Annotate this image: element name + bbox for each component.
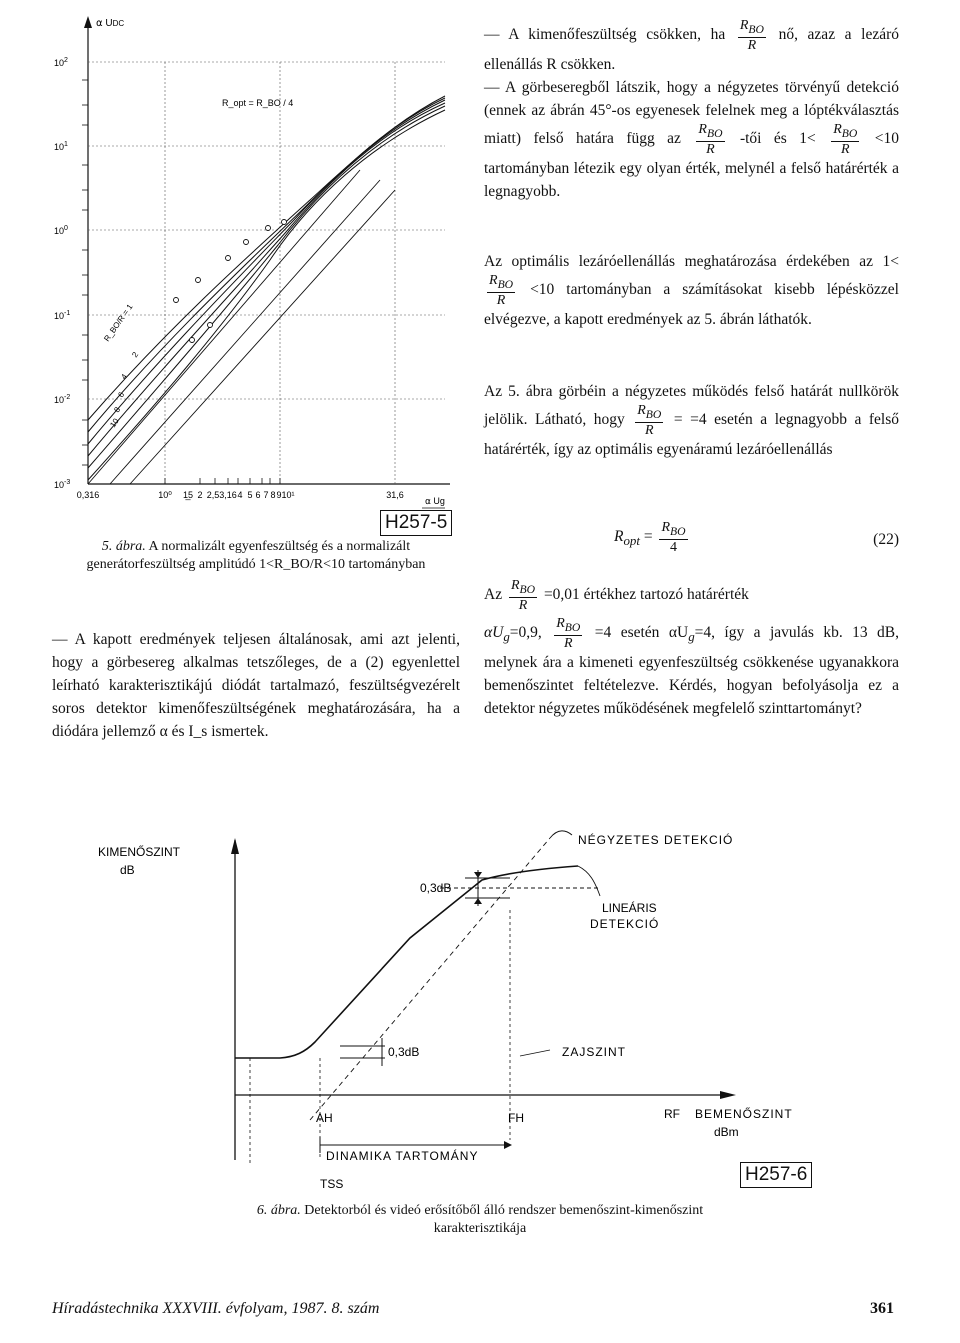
figure-6-caption-text: Detektorból és videó erősítőből álló rendszer bemenőszint-kimenőszint karakterisztikája: [304, 1203, 704, 1236]
left-paragraph: — A kapott eredmények teljesen általánosak, ami azt jelenti, hogy a görbesereg alkalmas tetszőleges, de a (2) egyenlettel leírható karakterisztikájú diódát tartalmazó, feszültségvezérelt soros detektor kimenőfeszültségének meghatározására, ha a diódára jellemző α és I_s ismertek.: [52, 631, 460, 740]
x-tick-label: 10⁰: [158, 490, 172, 500]
equation-number: (22): [873, 531, 899, 548]
ropt-label: R_opt = R_BO / 4: [222, 98, 294, 108]
label-fh: FH: [508, 1111, 524, 1125]
label-linearis-2: DETEKCIÓ: [590, 917, 660, 931]
fraction-rbo-r: $\frac{R_{BO}}{R}$: [739, 18, 764, 53]
right-para-4: Az 5. ábra görbéin a négyzetes működés felső határát nullkörök jelölik. Látható, hogy $\frac{R_{BO}}{R}$ = =4 esetén a legnagyobb a felső határérték, így az optimális egyenáramú lezáróellenállás: [484, 383, 900, 458]
x-tick-label: 0,316: [76, 490, 100, 500]
x-label-line2: dBm: [714, 1125, 739, 1139]
curve-label: 10: [108, 416, 121, 430]
label-negyzetes: NÉGYZETES DETEKCIÓ: [578, 833, 734, 847]
figure-5-caption-text: A normalizált egyenfeszültség és a normalizált generátorfeszültség amplitúdó 1<R_BO/R<10 tartományban: [86, 539, 426, 572]
figure-5-ref-tag: H257-5: [380, 510, 452, 536]
fraction-rbo-r: $\frac{R_{BO}}{R}$: [510, 578, 536, 613]
footer-page-number: 361: [870, 1300, 894, 1317]
y-tick-label: $10^2$: [54, 57, 68, 68]
label-rf: RF: [664, 1107, 680, 1121]
fraction-rbo-4: $\frac{R_{BO}}{4}$: [661, 520, 686, 555]
label-linearis-1: LINEÁRIS: [602, 901, 657, 915]
footer-journal: Híradástechnika XXXVIII. évfolyam, 1987. 8. szám: [52, 1300, 380, 1317]
y-label-line1: KIMENŐSZINT: [98, 845, 181, 859]
x-tick-label: 7: [263, 490, 269, 500]
x-tick-label: 10¹: [281, 490, 295, 500]
x-label-line1: BEMENŐSZINT: [695, 1107, 793, 1121]
x-tick-label: 2,5: [206, 490, 220, 500]
y-label-line2: dB: [120, 863, 135, 877]
label-03db-top: 0,3dB: [420, 881, 452, 895]
curve-label: 6: [116, 390, 127, 400]
curve-label: 8: [112, 405, 123, 415]
right-para-2: — A görbeseregből látszik, hogy a négyzetes törvényű detekció (ennek az ábrán 45°-os egyenesek felelnek meg a lóptékválasztás miatt) felső határa függ az $\frac{R_{BO}}{R}$ -tői és 1< $\frac{R_{BO}}{R}$ <10 tartományban létezik egy olyan érték, melynél a felső határérték a legnagyobb.: [484, 79, 900, 200]
label-ah: AH: [316, 1111, 333, 1125]
fraction-rbo-r: $\frac{R_{BO}}{R}$: [698, 122, 723, 157]
figure-5-caption-number: 5. ábra.: [101, 539, 146, 554]
y-tick-label: $10^{-3}$: [54, 479, 71, 490]
fraction-rbo-r: $\frac{R_{BO}}{R}$: [637, 403, 662, 438]
x-tick-label: 31,6: [386, 490, 404, 500]
figure-5-caption: [52, 538, 460, 574]
y-tick-label: $10^0$: [54, 225, 68, 236]
figure-6-diagram: [80, 820, 840, 1200]
fraction-rbo-r: $\frac{R_{BO}}{R}$: [833, 122, 858, 157]
curve-label: R_BO/R = 1: [102, 302, 135, 344]
x-tick-label: 4: [237, 490, 243, 500]
figure-6-caption-number: 6. ábra.: [256, 1203, 301, 1218]
x-axis-label: ⍺ Ug: [425, 496, 445, 506]
right-para-1: — A kimenőfeszültség csökken, ha $\frac{R_{BO}}{R}$ nő, azaz a lezáró ellenállás R csökken.: [484, 18, 900, 73]
right-para-3: Az optimális lezáróellenállás meghatározása érdekében az 1< $\frac{R_{BO}}{R}$ <10 tartományban a számításokat kisebb lépésközzel elvégezve, a kapott eredmények az 5. ábrán láthatók.: [484, 253, 899, 328]
x-tick-label: 1̲5: [182, 490, 194, 500]
x-tick-label: 8: [270, 490, 276, 500]
equation-22: $R_{opt}$ = $\frac{R_{BO}}{4}$ (22): [614, 520, 899, 555]
label-dinamika: DINAMIKA TARTOMÁNY: [326, 1149, 479, 1163]
label-03db-low: 0,3dB: [388, 1045, 420, 1059]
y-tick-label: $10^{-1}$: [54, 310, 71, 321]
right-para-6: $\alpha U_g=0,9$, $\frac{R_{BO}}{R}$ =4 esetén $\alpha U_g=4$, így a javulás kb. 13 dB, melynek ára a kimeneti egyenfeszültség csökkenése ugyanakkora bemenőszintet feltételezve. Kérdés, hogyan befolyásolja ez a detektor négyzetes működésének megfelelő szinttartományt?: [484, 616, 900, 717]
x-tick-label: 3,16: [219, 490, 237, 500]
y-tick-label: $10^1$: [54, 141, 68, 152]
fraction-rbo-r: $\frac{R_{BO}}{R}$: [556, 616, 581, 651]
x-tick-label: 6: [255, 490, 261, 500]
fraction-rbo-r: $\frac{R_{BO}}{R}$: [489, 273, 514, 308]
figure-5-chart: [50, 10, 460, 510]
x-tick-label: 5: [247, 490, 253, 500]
x-tick-label: 9: [276, 490, 282, 500]
figure-6-ref-tag: H257-6: [740, 1162, 812, 1188]
x-tick-label: 2: [197, 490, 203, 500]
curve-label: 2: [130, 350, 141, 360]
right-para-5: Az $\frac{R_{BO}}{R}$ =0,01 értékhez tartozó határérték: [484, 578, 749, 613]
label-zajszint: ZAJSZINT: [562, 1045, 626, 1059]
y-tick-label: $10^{-2}$: [54, 394, 71, 405]
label-tss: TSS: [320, 1177, 344, 1191]
y-axis-label: ⍺ UDC: [96, 18, 125, 29]
figure-6-caption: [250, 1202, 710, 1238]
curve-label: 4: [119, 372, 130, 382]
